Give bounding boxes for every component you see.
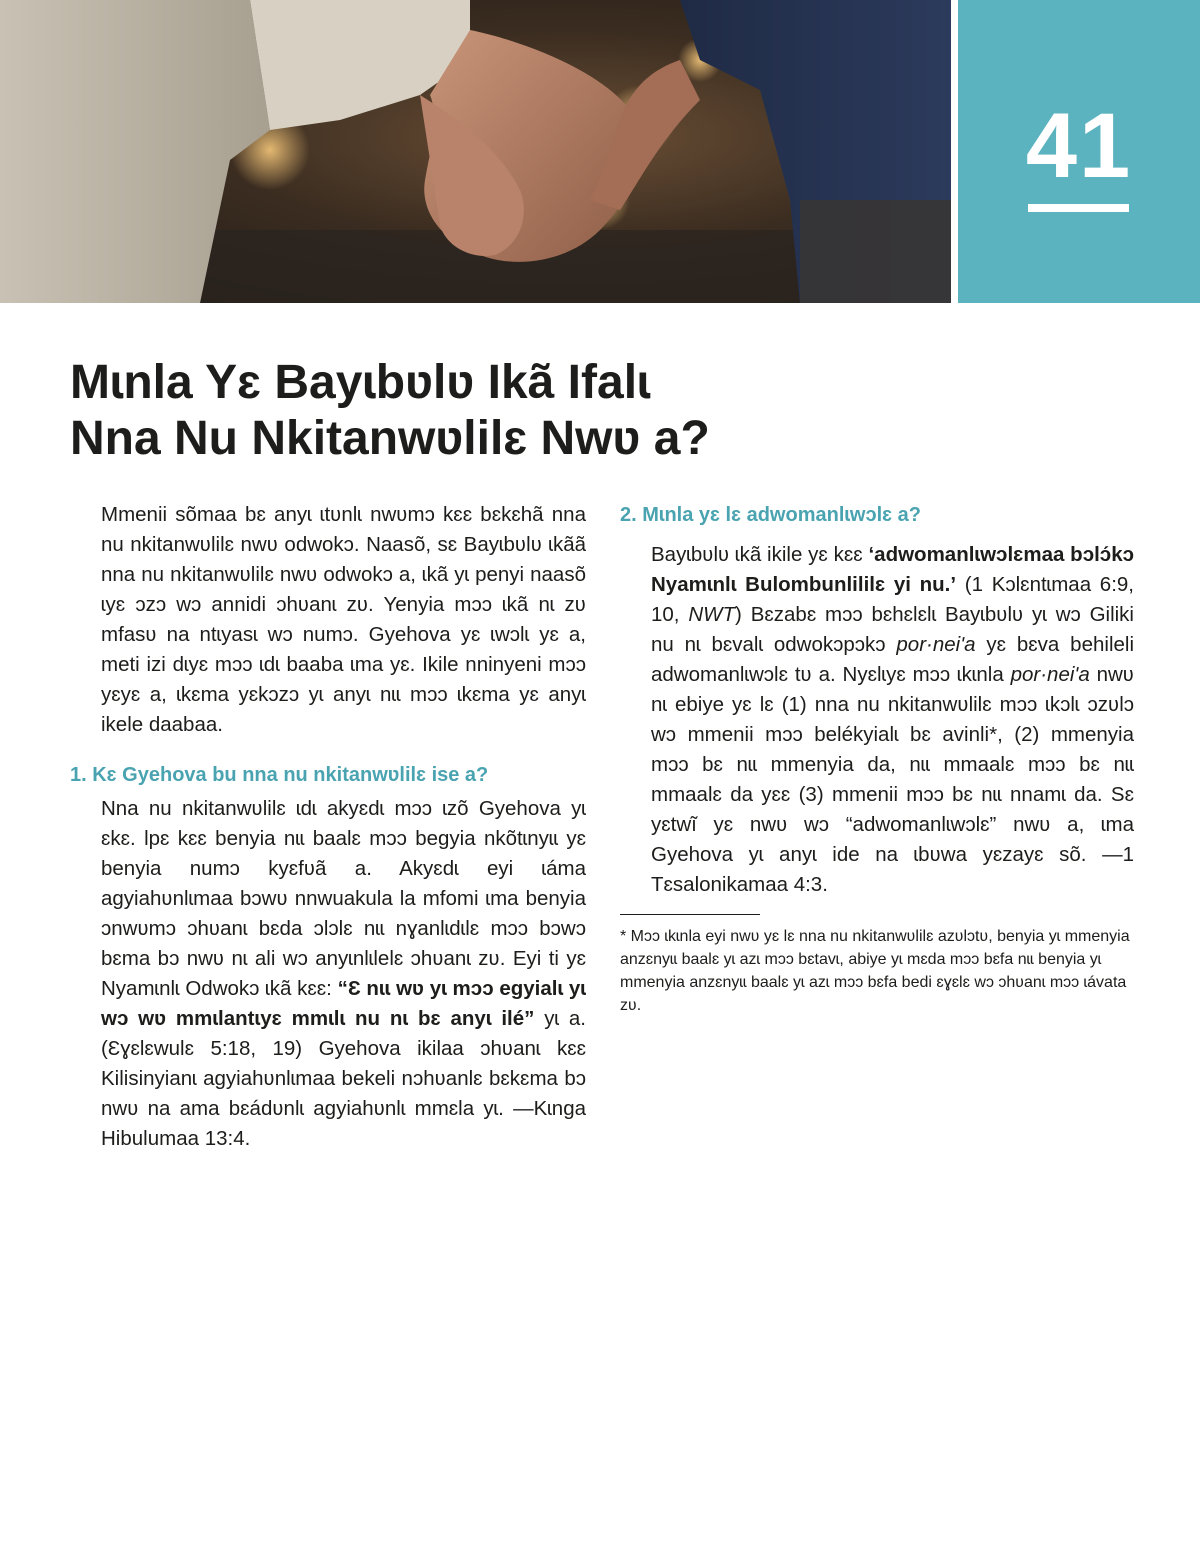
holding-hands-illustration — [0, 0, 951, 303]
section-1-text-after: yɩ a. (Ɛɣɛlɛwulɛ 5:18, 19) Gyehova ikilaa ɔhʋanɩ kɛɛ Kilisinyianɩ agyiahʋnlɩmaa bekeli nɔhʋanlɛ bɛkɛma bɔ nwʋ na ama bɛádʋnlɩ agyiahʋnlɩ mmɛla yɩ. —Kɩnga Hibulumaa 13:4. — [101, 1007, 586, 1150]
intro-paragraph: Mmenii sõmaa bɛ anyɩ ɩtʋnlɩ nwʋmɔ kɛɛ bɛkɛhã nna nu nkitanwʋlilɛ nwʋ odwokɔ. Naasõ, sɛ Bayɩbʋlʋ ɩkãã nna nu nkitanwʋlilɛ nwʋ odwokɔ a, ɩkã yɩ penyi naasõ ɩyɛ ɔzɔ wɔ annidi ɔhʋanɩ zʋ. Yenyia mɔɔ ɩkã nɩ zʋ mfasʋ na ntɩyasɩ wɔ numɔ. Gyehova yɛ ɩwɔlɩ yɛ a, meti izi dɩyɛ mɔɔ ɩdɩ baaba ɩma yɛ. Ikile nninyeni mɔɔ yɛyɛ a, ɩkɛma yɛkɔzɔ yɩ anyɩ nɩɩ mɔɔ ɩkɛma yɛ anyɩ ikele daabaa. — [101, 503, 586, 736]
section-2-text-mid: ) Bɛzabɛ mɔɔ bɛhɛlɛlɩ Bayɩbʋlʋ yɩ wɔ Giliki nu nɩ bɛvalɩ odwokɔpɔkɔ — [651, 603, 1134, 656]
section-2-paragraph — [620, 540, 1134, 900]
lesson-number-box — [958, 0, 1200, 303]
section-1-bold-quote: “Ɛ nɩɩ wʋ yɩ mɔɔ egyialɩ yɩ wɔ wʋ mmɩlantɩyɛ mmɩlɩ nu nɩ bɛ anyɩ ilé” — [101, 977, 586, 1030]
section-2-text-mid2: yɛ bɛva behileli adwomanlɩwɔlɛ tʋ a. Nyɛlɩyɛ mɔɔ ɩkɩnla — [651, 633, 1135, 686]
section-2-ref-abbr: NWT — [688, 603, 736, 626]
page-title-line-2: Nna Nu Nkitanwʋlilɛ Nwʋ a? — [70, 412, 710, 465]
section-2-text-ref: (1 Kɔlɛntɩmaa 6:9, 10, — [651, 573, 1134, 626]
lesson-number: 41 — [1025, 95, 1133, 197]
footnote: * Mɔɔ ɩkɩnla eyi nwʋ yɛ lɛ nna nu nkitanwʋlilɛ azʋlɔtʋ, benyia yɩ mmenyia anzɛnyɩɩ baalɛ yɩ azɩ mɔɔ bɛtavɩ, abiye yɩ mɛda mɔɔ bɛfa nɩɩ benyia yɩ mmenyia anzɛnyɩɩ baalɛ yɩ azɩ mɔɔ bɛfa bedi ɛɣɛlɛ wɔ ɔhʋanɩ mɔɔ ɩávata zʋ. — [620, 928, 1130, 1014]
section-2-text-start: Bayɩbʋlʋ ɩkã ikile yɛ kɛɛ — [651, 543, 869, 566]
lesson-number-underline — [1028, 204, 1129, 212]
section-1-heading: 1. Kɛ Gyehova bu nna nu nkitanwʋlilɛ ise a? — [70, 764, 489, 786]
greek-word-2: por·neiʹa — [1010, 663, 1090, 686]
section-1-text-before: Nna nu nkitanwʋlilɛ ɩdɩ akyɛdɩ mɔɔ ɩzõ Gyehova yɩ ɛkɛ. Ɩpɛ kɛɛ benyia nɩɩ baalɛ mɔɔ begyia nkõtɩnyɩɩ yɛ benyia numɔ kyɛfʋã a. Akyɛdɩ eyi ɩáma agyiahʋnlɩmaa bɔwʋ nnwuakula la mfomi ɩma benyia ɔnwʋmɔ ɔhʋanɩ bɛda ɔlɔlɛ nɩɩ nɣanlɩdɩlɛ mɔɔ bɔwɔ bɛma bɔ nwʋ nɩ ali wɔ anyɩnlɩlelɛ ɔhʋanɩ zʋ. Eyi ti yɛ Nyamɩnlɩ Odwokɔ ɩkã kɛɛ: — [101, 797, 586, 1000]
header-photo — [0, 0, 951, 303]
section-2-heading: 2. Mɩnla yɛ lɛ adwomanlɩwɔlɛ a? — [620, 504, 922, 526]
right-column — [620, 500, 1134, 1017]
left-column — [70, 500, 586, 1154]
section-2-bold-quote: ‘adwomanlɩwɔlɛmaa bɔlɔ́kɔ Nyamɩnlɩ Bulombunlililɛ yi nu.’ — [651, 543, 1134, 596]
greek-word-1: por·neiʹa — [896, 633, 976, 656]
page-title-line-1: Mɩnla Yɛ Bayɩbʋlʋ Ɩkã Ɩfalɩ — [70, 356, 651, 409]
footnote-divider — [620, 914, 760, 915]
section-1-paragraph — [70, 794, 586, 1154]
page-title — [70, 355, 970, 467]
section-2-text-end: nwʋ nɩ ebiye yɛ lɛ (1) nna nu nkitanwʋlilɛ mɔɔ ɩkɔlɩ ɔzʋlɔ wɔ mmenii mɔɔ belékyialɩ bɛ avinli*, (2) mmenyia mɔɔ bɛ nɩɩ mmenyia da, nɩɩ mmaalɛ mɔɔ bɛ nɩɩ mmaalɛ da yɛɛ (3) mmenii mɔɔ bɛ nɩɩ nnamɩ da. Sɛ yɛtwĩ yɛ nwʋ wɔ “adwomanlɩwɔlɛ” nwʋ a, ɩma Gyehova yɩ anyɩ ide na ɩbʋwa yɛzayɛ sõ. —1 Tɛsalonikamaa 4:3. — [651, 663, 1134, 896]
